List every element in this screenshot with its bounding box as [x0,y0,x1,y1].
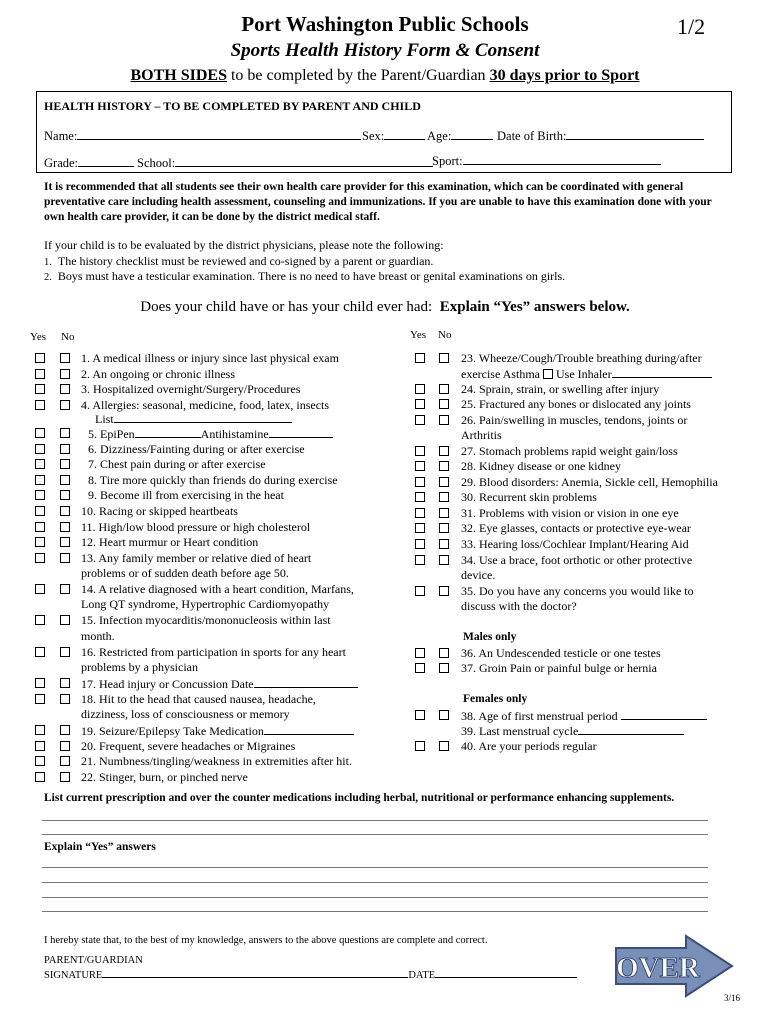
item-29-yes-checkbox[interactable] [415,477,425,487]
item-24-yes-checkbox[interactable] [415,384,425,394]
item-29-no-checkbox[interactable] [439,477,449,487]
health-history-heading: HEALTH HISTORY – TO BE COMPLETED BY PARENT AND CHILD [44,99,421,113]
page-number: 1/2 [677,14,706,39]
district-item-1 [44,254,433,269]
item-14-no-checkbox[interactable] [60,584,70,594]
sex-line[interactable] [384,128,425,140]
sport-line[interactable] [463,153,661,165]
item-6-no-checkbox[interactable] [60,444,70,454]
item-7-no-checkbox[interactable] [60,459,70,469]
left-item-10: 10. Racing or skipped heartbeats [81,504,238,518]
item-5-no-checkbox[interactable] [60,428,70,438]
item-32-no-checkbox[interactable] [439,523,449,533]
item-2-no-checkbox[interactable] [60,369,70,379]
seizure-label: 19. Seizure/Epilepsy Take Medication [81,724,264,738]
item-37-yes-checkbox[interactable] [415,663,425,673]
right-item-33: 33. Hearing loss/Cochlear Implant/Hearing Aid [461,537,689,551]
grade-line[interactable] [78,155,134,167]
item-15-yes-checkbox[interactable] [35,615,45,625]
left-item-18-cont: dizziness, loss of consciousness or memory [81,707,290,721]
item-27-no-checkbox[interactable] [439,446,449,456]
item-19-no-checkbox[interactable] [60,725,70,735]
item-11-yes-checkbox[interactable] [35,522,45,532]
district-item-2 [44,269,565,284]
item-35-yes-checkbox[interactable] [415,586,425,596]
item-28-no-checkbox[interactable] [439,461,449,471]
right-item-25: 25. Fractured any bones or dislocated any joints [461,397,691,411]
left-item-15-cont: month. [81,629,115,643]
grade-label: Grade: [44,156,79,170]
right-item-23-cont[interactable] [461,366,712,381]
item-10-yes-checkbox[interactable] [35,506,45,516]
left-item-11: 11. High/low blood pressure or high cholesterol [81,520,311,534]
last-cycle-line[interactable] [578,723,684,735]
item-21-no-checkbox[interactable] [60,756,70,766]
right-item-37: 37. Groin Pain or painful bulge or hernia [461,661,657,675]
item-22-yes-checkbox[interactable] [35,772,45,782]
item-36-no-checkbox[interactable] [439,648,449,658]
item-17-no-checkbox[interactable] [60,678,70,688]
item-19-yes-checkbox[interactable] [35,725,45,735]
list-line[interactable] [114,411,292,423]
over-text: OVER [616,952,700,984]
antihistamine-label: Antihistamine [200,427,269,441]
item-17-yes-checkbox[interactable] [35,678,45,688]
explain-line-2[interactable] [42,882,708,883]
left-item-22: 22. Stinger, burn, or pinched nerve [81,770,248,784]
item-23-yes-checkbox[interactable] [415,353,425,363]
item-40-yes-checkbox[interactable] [415,741,425,751]
question-heading [0,299,770,316]
right-yes-header: Yes [410,329,427,341]
left-item-4-list[interactable] [95,411,292,426]
right-item-26-cont: Arthritis [461,428,502,442]
left-item-20: 20. Frequent, severe headaches or Migraines [81,739,296,753]
statement-text: I hereby state that, to the best of my knowledge, answers to the above questions are complete and correct. [44,935,488,946]
right-item-30: 30. Recurrent skin problems [461,490,597,504]
school-field[interactable] [137,155,433,171]
left-item-14-cont: Long QT syndrome, Hypertrophic Cardiomyopathy [81,597,330,611]
district-item-2-text: Boys must have a testicular examination. There is no need to have breast or genital examinations on girls. [57,269,566,283]
medications-label: List current prescription and over the counter medications including herbal, nutritional or performance enhancing supplements. [44,792,675,804]
item-27-yes-checkbox[interactable] [415,446,425,456]
item-30-yes-checkbox[interactable] [415,492,425,502]
right-no-header: No [438,329,452,341]
parent-guardian-label: PARENT/GUARDIAN [44,955,143,966]
dob-line[interactable] [566,128,704,140]
asthma-label: exercise Asthma [461,367,540,381]
left-item-8: 8. Tire more quickly than friends do during exercise [88,473,338,487]
item-31-no-checkbox[interactable] [439,508,449,518]
item-16-yes-checkbox[interactable] [35,647,45,657]
concussion-label: 17. Head injury or Concussion Date [81,677,254,691]
footer-revision: 3/16 [724,993,741,1003]
right-item-35: 35. Do you have any concerns you would like to [461,584,694,598]
item-26-no-checkbox[interactable] [439,415,449,425]
left-item-1: 1. A medical illness or injury since last physical exam [81,351,339,365]
right-item-35-cont: discuss with the doctor? [461,599,577,613]
dob-label: Date of Birth: [497,129,567,143]
item-20-no-checkbox[interactable] [60,741,70,751]
list-label: List [95,412,114,426]
right-item-29: 29. Blood disorders: Anemia, Sickle cell, Hemophilia [461,475,718,489]
over-arrow-icon [614,934,734,998]
page-title: Port Washington Public Schools [241,12,529,36]
left-no-header: No [61,331,75,343]
item-16-no-checkbox[interactable] [60,647,70,657]
school-label: School: [137,156,176,170]
item-12-yes-checkbox[interactable] [35,537,45,547]
left-item-15: 15. Infection myocarditis/mononucleosis within last [81,613,331,627]
date-label: DATE [408,970,436,981]
females-only-heading: Females only [463,693,528,705]
antihistamine-line[interactable] [269,426,333,438]
signature-field[interactable] [44,968,577,981]
item-28-yes-checkbox[interactable] [415,461,425,471]
item-9-yes-checkbox[interactable] [35,490,45,500]
right-item-24: 24. Sprain, strain, or swelling after injury [461,382,660,396]
item-2-yes-checkbox[interactable] [35,369,45,379]
left-item-3: 3. Hospitalized overnight/Surgery/Procedures [81,382,301,396]
right-item-28: 28. Kidney disease or one kidney [461,459,621,473]
item-23-no-checkbox[interactable] [439,353,449,363]
name-field[interactable] [44,128,361,144]
item-13-yes-checkbox[interactable] [35,553,45,563]
inhaler-line[interactable] [612,366,712,378]
item-25-yes-checkbox[interactable] [415,399,425,409]
right-item-23: 23. Wheeze/Cough/Trouble breathing during/after [461,351,702,365]
both-sides-text: BOTH SIDES [130,67,227,84]
right-item-38[interactable] [461,708,707,723]
epipen-label: 5. EpiPen [88,427,135,441]
question-text: Does your child have or has your child ever had: [140,299,440,315]
left-item-4: 4. Allergies: seasonal, medicine, food, latex, insects [81,398,330,412]
item-3-no-checkbox[interactable] [60,384,70,394]
school-line[interactable] [175,155,433,167]
item-25-no-checkbox[interactable] [439,399,449,409]
item-8-yes-checkbox[interactable] [35,475,45,485]
item-40-no-checkbox[interactable] [439,741,449,751]
sex-label: Sex: [362,129,385,143]
explain-label: Explain “Yes” answers [44,841,156,853]
item-8-no-checkbox[interactable] [60,475,70,485]
left-item-16: 16. Restricted from participation in sports for any heart [81,645,346,659]
name-label: Name: [44,129,78,143]
left-item-7: 7. Chest pain during or after exercise [88,457,266,471]
item-34-no-checkbox[interactable] [439,555,449,565]
item-38-yes-checkbox[interactable] [415,710,425,720]
item-11-no-checkbox[interactable] [60,522,70,532]
left-item-9: 9. Become ill from exercising in the heat [88,488,284,502]
asthma-checkbox[interactable] [543,369,553,379]
name-line[interactable] [77,128,361,140]
item-7-yes-checkbox[interactable] [35,459,45,469]
left-item-17[interactable] [81,676,358,691]
explain-line-1[interactable] [42,867,708,868]
item-10-no-checkbox[interactable] [60,506,70,516]
item-33-no-checkbox[interactable] [439,539,449,549]
left-item-12: 12. Heart murmur or Heart condition [81,535,259,549]
left-item-18: 18. Hit to the head that caused nausea, headache, [81,692,316,706]
item-21-yes-checkbox[interactable] [35,756,45,766]
district-item-1-num: 1. [44,257,52,268]
district-item-1-text: The history checklist must be reviewed and co-signed by a parent or guardian. [57,254,434,268]
left-item-2: 2. An ongoing or chronic illness [81,367,235,381]
item-24-no-checkbox[interactable] [439,384,449,394]
left-yes-header: Yes [30,331,47,343]
right-item-36: 36. An Undescended testicle or one testes [461,646,661,660]
item-13-no-checkbox[interactable] [60,553,70,563]
deadline-text: 30 days prior to Sport [489,67,640,84]
item-36-yes-checkbox[interactable] [415,648,425,658]
item-18-yes-checkbox[interactable] [35,694,45,704]
right-item-31: 31. Problems with vision or vision in one eye [461,506,679,520]
recommendation-text: It is recommended that all students see their own health care provider for this examination, which can be coordinated with general preventative care including health assessment, counseling and immunizations. If you are unable to have this examination done with your own health care provider, it can be done by the district medical staff. [44,181,712,223]
left-item-16-cont: problems by a physician [81,660,198,674]
item-31-yes-checkbox[interactable] [415,508,425,518]
concussion-date-line[interactable] [254,676,358,688]
explain-line-3[interactable] [42,897,708,898]
medications-line-1[interactable] [42,820,708,821]
explain-line-4[interactable] [42,911,708,912]
item-1-yes-checkbox[interactable] [35,353,45,363]
left-item-21: 21. Numbness/tingling/weakness in extremities after hit. [81,754,352,768]
item-32-yes-checkbox[interactable] [415,523,425,533]
item-34-yes-checkbox[interactable] [415,555,425,565]
item-22-no-checkbox[interactable] [60,772,70,782]
item-3-yes-checkbox[interactable] [35,384,45,394]
district-item-2-num: 2. [44,272,52,283]
age-field[interactable] [427,128,493,144]
menstrual-age-line[interactable] [621,708,707,720]
item-1-no-checkbox[interactable] [60,353,70,363]
signature-label: SIGNATURE [44,970,103,981]
item-9-no-checkbox[interactable] [60,490,70,500]
age-line[interactable] [451,128,493,140]
item-20-yes-checkbox[interactable] [35,741,45,751]
right-item-40: 40. Are your periods regular [461,739,597,753]
left-item-5[interactable] [88,426,333,441]
completion-mid-text: to be completed by the Parent/Guardian [226,67,490,84]
left-item-13-cont: problems or of sudden death before age 50. [81,566,289,580]
left-item-13: 13. Any family member or relative died of heart [81,551,312,565]
males-only-heading: Males only [463,631,517,643]
item-35-no-checkbox[interactable] [439,586,449,596]
seizure-med-line[interactable] [264,723,354,735]
item-33-yes-checkbox[interactable] [415,539,425,549]
item-6-yes-checkbox[interactable] [35,444,45,454]
item-18-no-checkbox[interactable] [60,694,70,704]
item-37-no-checkbox[interactable] [439,663,449,673]
last-cycle-label: 39. Last menstrual cycle [461,724,579,738]
item-30-no-checkbox[interactable] [439,492,449,502]
right-item-32: 32. Eye glasses, contacts or protective eye-wear [461,521,691,535]
date-line[interactable] [435,968,577,978]
right-item-39[interactable] [461,723,684,738]
item-14-yes-checkbox[interactable] [35,584,45,594]
right-item-26: 26. Pain/swelling in muscles, tendons, joints or [461,413,688,427]
question-emphasis: Explain “Yes” answers below. [439,299,630,315]
district-intro: If your child is to be evaluated by the district physicians, please note the following: [44,238,444,252]
age-label: Age: [427,129,452,143]
sport-field[interactable] [432,153,661,169]
dob-field[interactable] [497,128,704,144]
item-5-yes-checkbox[interactable] [35,428,45,438]
sport-label: Sport: [432,154,463,168]
item-12-no-checkbox[interactable] [60,537,70,547]
signature-line[interactable] [102,968,408,978]
item-15-no-checkbox[interactable] [60,615,70,625]
right-item-34: 34. Use a brace, foot orthotic or other protective [461,553,693,567]
item-4-no-checkbox[interactable] [60,400,70,410]
form-subtitle: Sports Health History Form & Consent [230,40,540,61]
sex-field[interactable] [362,128,425,144]
inhaler-label: Use Inhaler [555,367,612,381]
completion-note [0,67,770,85]
item-4-yes-checkbox[interactable] [35,400,45,410]
item-38-no-checkbox[interactable] [439,710,449,720]
left-item-19[interactable] [81,723,354,738]
item-26-yes-checkbox[interactable] [415,415,425,425]
left-item-6: 6. Dizziness/Fainting during or after exercise [88,442,305,456]
right-item-34-cont: device. [461,568,496,582]
medications-line-2[interactable] [42,834,708,835]
grade-field[interactable] [44,155,134,171]
menstrual-age-label: 38. Age of first menstrual period [461,709,618,723]
epipen-line[interactable] [135,426,201,438]
right-item-27: 27. Stomach problems rapid weight gain/loss [461,444,678,458]
left-item-14: 14. A relative diagnosed with a heart condition, Marfans, [81,582,354,596]
